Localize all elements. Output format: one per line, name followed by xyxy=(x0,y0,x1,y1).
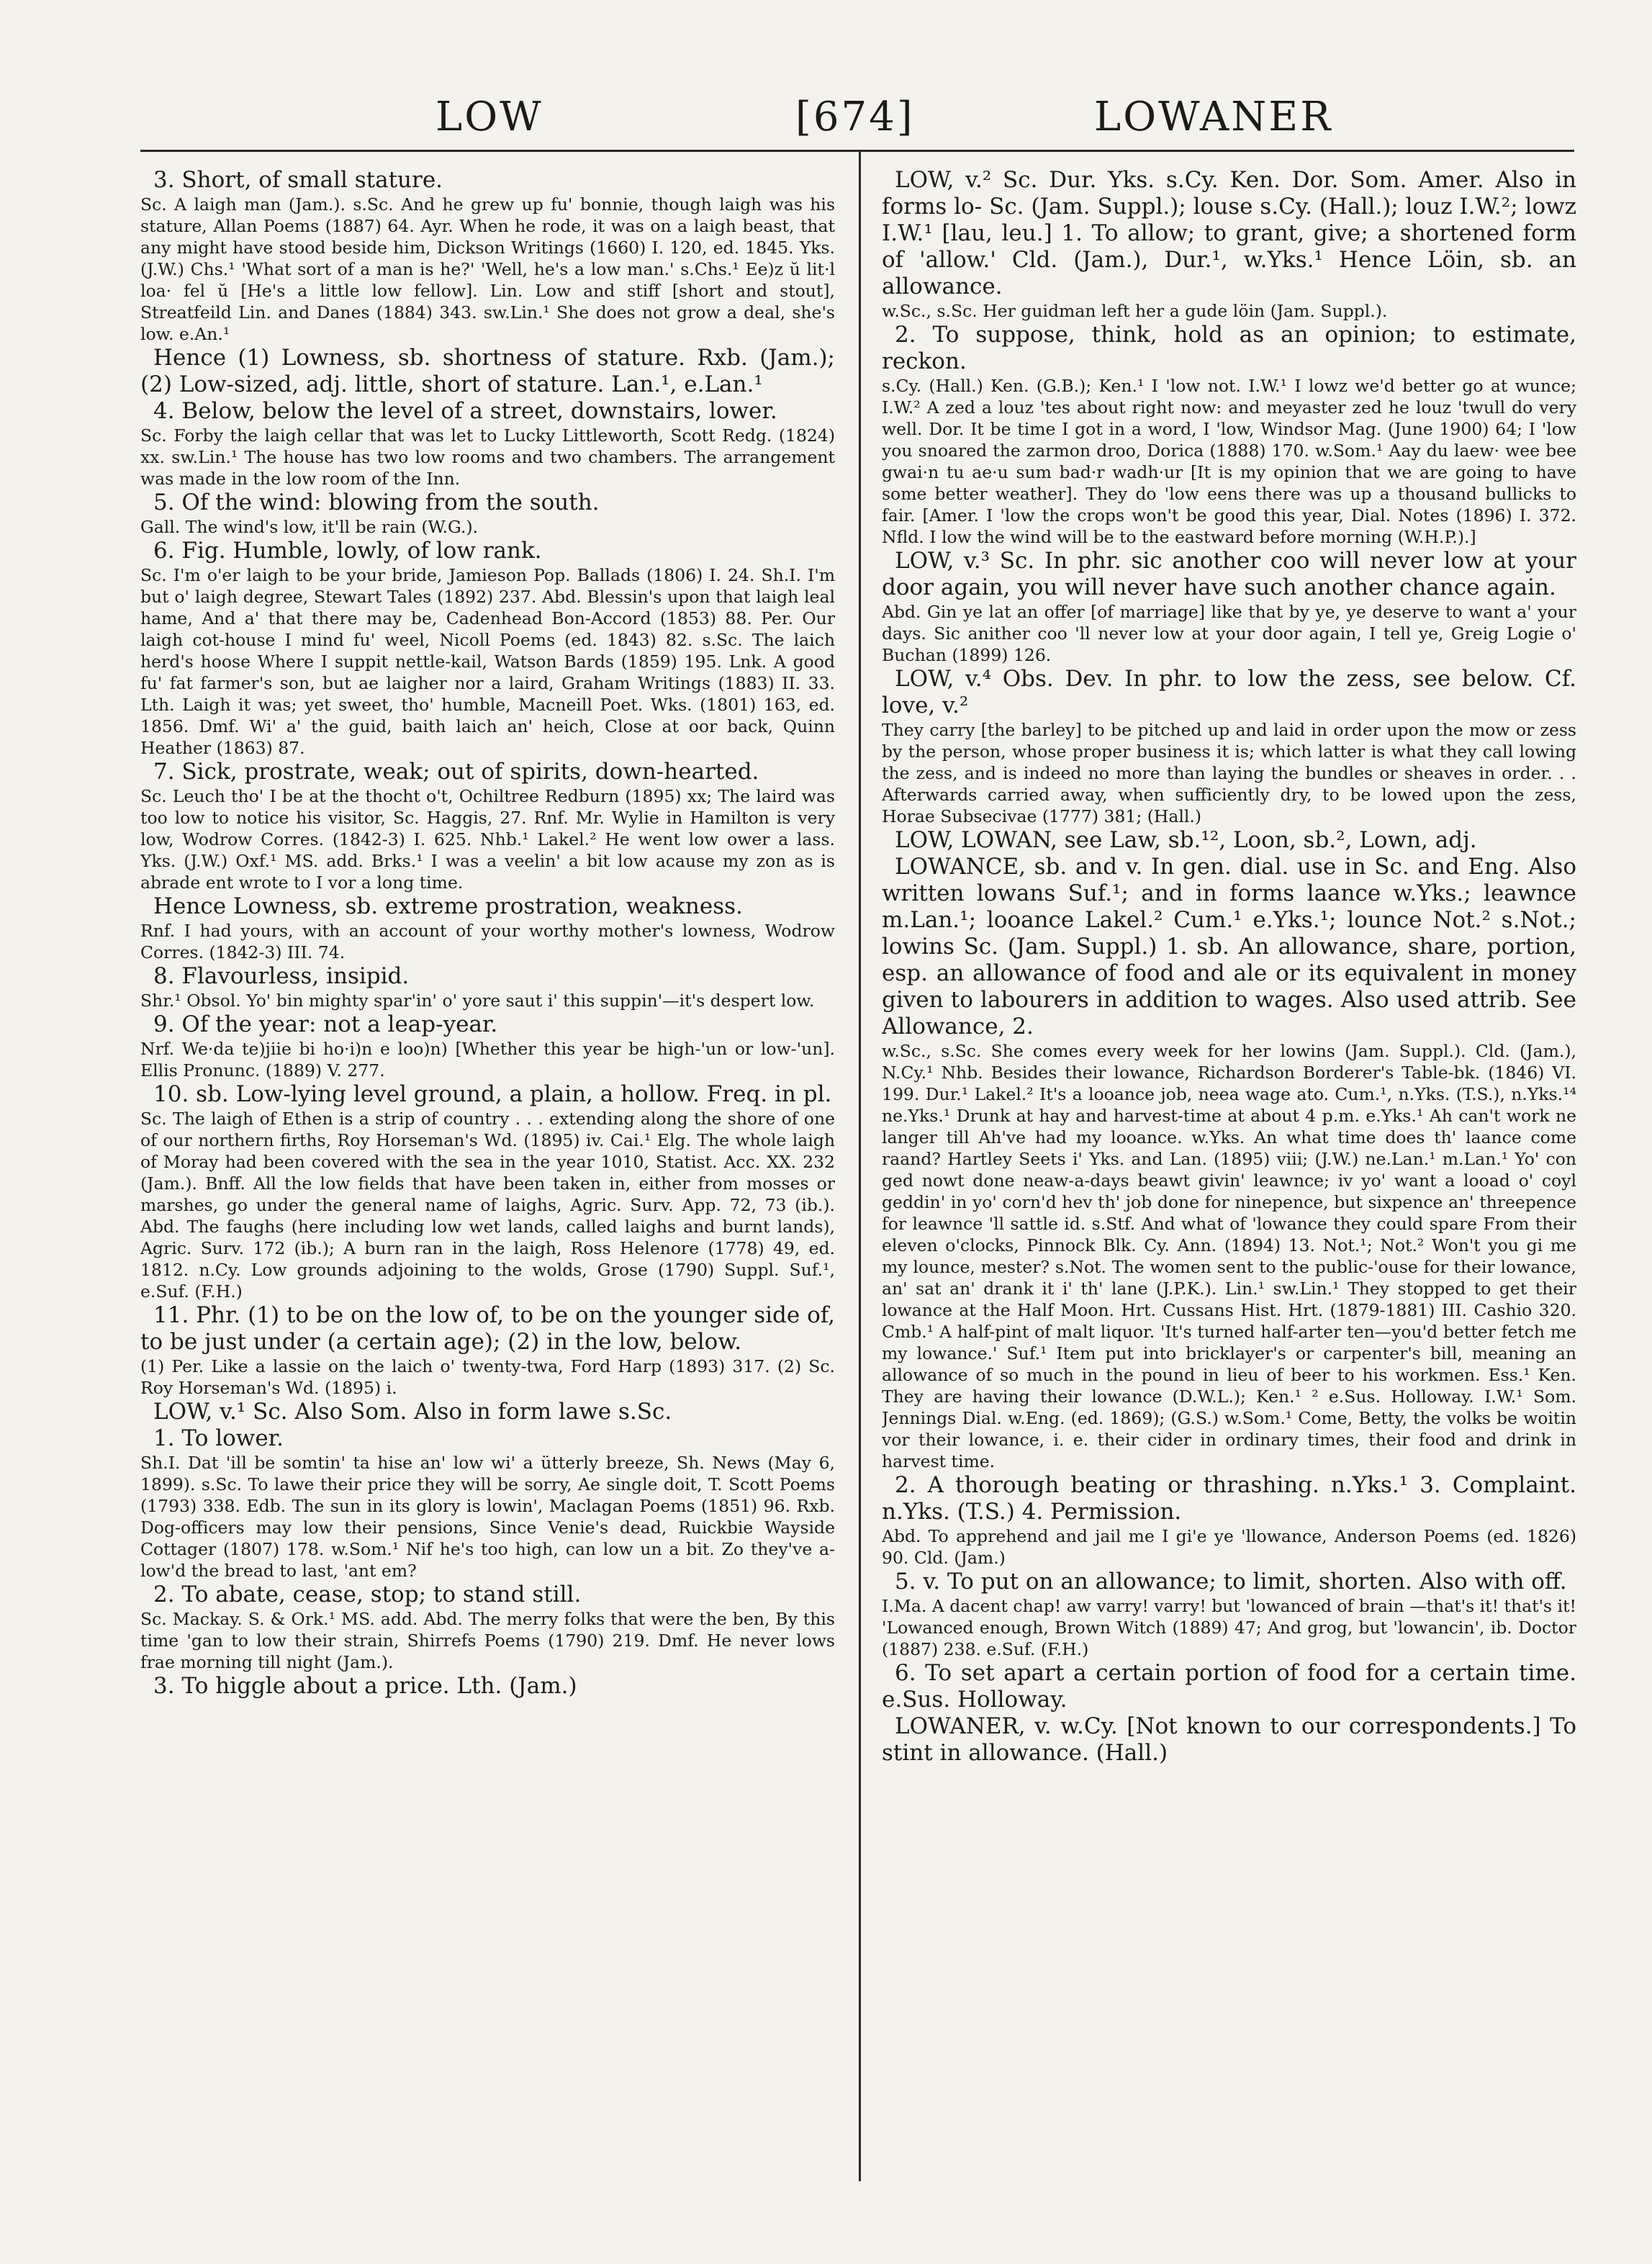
entry-text: 3. Short, of small stature. xyxy=(153,167,443,193)
entry-text: Hence Lowness, sb. extreme prostration, weakness. xyxy=(153,893,743,919)
entry-text: 5. v. To put on an allowance; to limit, shorten. Also with off. xyxy=(895,1569,1567,1595)
citation-text: Gall. The wind's low, it'll be rain (W.G.). xyxy=(140,517,479,537)
right-column xyxy=(882,167,1576,2067)
entry-text: 2. To abate, cease, stop; to stand still. xyxy=(153,1582,582,1607)
entry-text: LOW, v.² Sc. Dur. Yks. s.Cy. Ken. Dor. Som. Amer. Also in forms lo- Sc. (Jam. Suppl.); louse s.Cy. (Hall.); louz I.W.²; lowz I.W.¹ [lau, leu.] 1. To allow; to grant, give; a shortened form of 'allow.' Cld. (Jam.), Dur.¹, w.Yks.¹ Hence Löin, sb. an allowance. xyxy=(882,167,1576,299)
running-head-right: LOWANER xyxy=(1094,94,1333,140)
page-header xyxy=(0,0,1652,173)
citation-text: Sc. A laigh man (Jam.). s.Sc. And he grew up fu' bonnie, though laigh was his stature, Allan Poems (1887) 64. Ayr. When he rode, it was on a laigh beast, that any might have stood beside him, Dickson Writings (1660) I. 120, ed. 1845. Yks. (J.W.) Chs.¹ 'What sort of a man is he?' 'Well, he's a low man.' s.Chs.¹ Ee)z ŭ lit·l loa· fel ŭ [He's a little low fellow]. Lin. Low and stiff [short and stout], Streatfeild Lin. and Danes (1884) 343. sw.Lin.¹ She does not grow a deal, she's low. e.An.¹ xyxy=(140,194,835,344)
citation-text: Sc. The laigh of Ethen is a strip of country . . . extending along the shore of one of our northern firths, Roy Horseman's Wd. (1895) iv. Cai.¹ Elg. The whole laigh of Moray had been covered with the sea in the year 1010, Statist. Acc. XX. 232 (Jam.). Bnff. All the low fields that have been taken in, either from mosses or marshes, go under the general name of laighs, Agric. Surv. App. 72, 73 (ib.). Abd. The faughs (here including low wet lands, called laighs and burnt lands), Agric. Surv. 172 (ib.); A burn ran in the laigh, Ross Helenore (1778) 49, ed. 1812. n.Cy. Low grounds adjoining to the wolds, Grose (1790) Suppl. Suf.¹, e.Suf. (F.H.) xyxy=(140,1109,835,1302)
entry-text: 1. To lower. xyxy=(153,1425,284,1451)
entry-text: Hence (1) Lowness, sb. shortness of stature. Rxb. (Jam.); (2) Low-sized, adj. little, short of stature. Lan.¹, e.Lan.¹ xyxy=(140,345,835,397)
citation-text: Nrf. We·da te)jiie bi ho·i)n e loo)n) [Whether this year be high-'un or low-'un]. Ellis Pronunc. (1889) V. 277. xyxy=(140,1039,835,1081)
citation-text: Abd. To apprehend and jail me I gi'e ye 'llowance, Anderson Poems (ed. 1826) 90. Cld. (Jam.) xyxy=(882,1526,1576,1568)
citation-text: w.Sc., s.Sc. Her guidman left her a gude löin (Jam. Suppl.). xyxy=(882,301,1388,321)
citation-text: Sc. Mackay. S. & Ork.¹ MS. add. Abd. The merry folks that were the ben, By this time 'gan to low their strain, Shirrefs Poems (1790) 219. Dmf. He never lows frae morning till night (Jam.). xyxy=(140,1609,835,1672)
entry-text: LOWANER, v. w.Cy. [Not known to our correspondents.] To stint in allowance. (Hall.) xyxy=(882,1713,1576,1766)
left-column xyxy=(140,167,835,2168)
entry-text: 10. sb. Low-lying level ground, a plain, a hollow. Freq. in pl. xyxy=(153,1081,832,1107)
citation-text: Sh.I. Dat 'ill be somtin' ta hise an' low wi' a ütterly breeze, Sh. News (May 6, 1899). s.Sc. To lawe their price they will be sorry, Ae single doit, T. Scott Poems (1793) 338. Edb. The sun in its glory is lowin', Maclagan Poems (1851) 96. Rxb. Dog-officers may low their pensions, Since Venie's dead, Ruickbie Wayside Cottager (1807) 178. w.Som.¹ Nif he's too high, can low un a bit. Zo they've a-low'd the bread to last, 'ant em? xyxy=(140,1453,835,1581)
entry-text: LOW, v.¹ Sc. Also Som. Also in form lawe s.Sc. xyxy=(153,1399,672,1425)
entry-text: 11. Phr. (1) to be on the low of, to be on the younger side of, to be just under (a certain age); (2) in the low, below. xyxy=(140,1302,835,1355)
citation-text: Sc. I'm o'er laigh to be your bride, Jamieson Pop. Ballads (1806) I. 24. Sh.I. I'm but o' laigh degree, Stewart Tales (1892) 237. Abd. Blessin's upon that laigh leal hame, And a' that there may be, Cadenhead Bon-Accord (1853) 88. Per. Our laigh cot-house I mind fu' weel, Nicoll Poems (ed. 1843) 82. s.Sc. The laich herd's hoose Where I suppit nettle-kail, Watson Bards (1859) 195. Lnk. A good fu' fat farmer's son, but ae laigher nor a laird, Graham Writings (1883) II. 33. Lth. Laigh it was; yet sweet, tho' humble, Macneill Poet. Wks. (1801) 163, ed. 1856. Dmf. Wi' a' the guid, baith laich an' heich, Close at oor back, Quinn Heather (1863) 87. xyxy=(140,565,835,758)
entry-text: LOW, LOWAN, see Law, sb.¹², Loon, sb.², Lown, adj. xyxy=(895,827,1477,853)
entry-text: 3. To higgle about a price. Lth. (Jam.) xyxy=(153,1673,577,1699)
entry-text: 2. To suppose, think, hold as an opinion; to estimate, reckon. xyxy=(882,322,1576,374)
entry-text: 9. Of the year: not a leap-year. xyxy=(153,1011,498,1037)
entry-text: 6. Fig. Humble, lowly, of low rank. xyxy=(153,538,542,564)
entry-text: LOWANCE, sb. and v. In gen. dial. use in Sc. and Eng. Also written lowans Suf.¹; and in forms laance w.Yks.; leawnce m.Lan.¹; looance Lakel.² Cum.¹ e.Yks.¹; lounce Not.² s.Not.; lowins Sc. (Jam. Suppl.) 1. sb. An allowance, share, portion, esp. an allowance of food and ale or its equivalent in money given to labourers in addition to wages. Also used attrib. See Allowance, 2. xyxy=(882,854,1576,1039)
running-head-left: LOW xyxy=(435,94,543,140)
citation-text: Shr.¹ Obsol. Yo' bin mighty spar'in' o' yore saut i' this suppin'—it's despert low. xyxy=(140,991,815,1011)
citation-text: Abd. Gin ye lat an offer [of marriage] like that by ye, ye deserve to want a' your days. Sic anither coo 'll never low at your door again, I tell ye, Greig Logie o' Buchan (1899) 126. xyxy=(882,602,1576,665)
column-divider xyxy=(859,151,861,2181)
citation-text: Sc. Leuch tho' I be at the thocht o't, Ochiltree Redburn (1895) xx; The laird was too low to notice his visitor, Sc. Haggis, 27. Rnf. Mr. Wylie in Hamilton is very low, Wodrow Corres. (1842-3) I. 625. Nhb.¹ Lakel.² He went low ower a lass. Yks. (J.W.) Oxf.¹ MS. add. Brks.¹ I was a veelin' a bit low acause my zon as is abrade ent wrote to I vor a long time. xyxy=(140,786,835,893)
page-number: [674] xyxy=(795,94,915,140)
header-rule xyxy=(140,150,1574,152)
citation-text: s.Cy. (Hall.) Ken. (G.B.); Ken.¹ I 'low not. I.W.¹ I lowz we'd better go at wunce; I.W.² A zed a louz 'tes about right now: and meyaster zed he louz 'twull do very well. Dor. It be time I got in a word, I 'low, Windsor Mag. (June 1900) 64; I 'low you snoared the zarmon droo, Dorica (1888) 170. w.Som.¹ Aay du laew· wee bee gwai·n tu ae·u sum bad·r wadh·ur [It is my opinion that we are going to have some better weather]. They do 'low eens there was up a thousand bullicks to fair. [Amer. I 'low the crops won't be good this year, Dial. Notes (1896) I. 372. Nfld. I low the wind will be to the eastward before morning (W.H.P.).] xyxy=(882,376,1576,547)
entry-text: LOW, v.³ Sc. In phr. sic another coo will never low at your door again, you will never have such another chance again. xyxy=(882,548,1576,600)
citation-text: They carry [the barley] to be pitched up and laid in order upon the mow or zess by the person, whose proper business it is; which latter is what they call lowing the zess, and is indeed no more than laying the bundles or sheaves in order. . . Afterwards carried away, when sufficiently dry, to be lowed upon the zess, Horae Subsecivae (1777) 381; (Hall.) xyxy=(882,720,1576,826)
entry-text: 8. Flavourless, insipid. xyxy=(153,963,410,989)
entry-text: 4. Below, below the level of a street, downstairs, lower. xyxy=(153,398,777,424)
citation-text: (1) Per. Like a lassie on the laich o' twenty-twa, Ford Harp (1893) 317. (2) Sc. Roy Horseman's Wd. (1895) i. xyxy=(140,1356,835,1398)
citation-text: w.Sc., s.Sc. She comes every week for her lowins (Jam. Suppl.). Cld. (Jam.), N.Cy.¹ Nhb. Besides their lowance, Richardson Borderer's Table-bk. (1846) VI. 199. Dur.¹ Lakel.² It's a looance job, neea wage ato. Cum.¹, n.Yks. (T.S.), n.Yks.¹⁴ ne.Yks.¹ Drunk at hay and harvest-time at about 4 p.m. e.Yks.¹ Ah can't work ne langer till Ah've had my looance. w.Yks. An what time does th' laance come raand? Hartley Seets i' Yks. and Lan. (1895) viii; (J.W.) ne.Lan.¹ m.Lan.¹ Yo' con ged nowt done neaw-a-days beawt givin' leawnce; iv yo' want a looad o' coyl geddin' in yo' corn'd hev th' job done for ninepence, but sixpence an' threepence for leawnce 'll sattle id. s.Stf. And what of 'lowance they could spare From their eleven o'clocks, Pinnock Blk. Cy. Ann. (1894) 13. Not.¹; Not.² Won't you gi me my lounce, mester? s.Not. The women sent to the public-'ouse for their lowance, an' sat an' drank it i' th' lane (J.P.K.). Lin.¹ sw.Lin.¹ They stopped to get their lowance at the Half Moon. Hrt. Cussans Hist. Hrt. (1879-1881) III. Cashio 320. Cmb.¹ A half-pint of malt liquor. 'It's turned half-arter ten—you'd better fetch me my lowance.' Suf.¹ Item put into bricklayer's or carpenter's bill, meaning an allowance of so much in the pound in lieu of beer to his workmen. Ess.¹ Ken. They are having their lowance (D.W.L.); Ken.¹ ² e.Sus. Holloway. I.W.¹ Som. Jennings Dial. w.Eng. (ed. 1869); (G.S.) w.Som.¹ Come, Betty, the volks be woitin vor their lowance, i. e. their cider in ordinary times, their food and drink in harvest time. xyxy=(882,1041,1576,1471)
entry-text: 6. To set apart a certain portion of food for a certain time. e.Sus. Holloway. xyxy=(882,1660,1576,1713)
citation-text: Sc. Forby the laigh cellar that was let to Lucky Littleworth, Scott Redg. (1824) xx. sw.Lin.¹ The house has two low rooms and two chambers. The arrangement was made in the low room of the Inn. xyxy=(140,425,835,489)
entry-text: 7. Sick, prostrate, weak; out of spirits, down-hearted. xyxy=(153,759,759,785)
citation-text: I.Ma. A dacent chap! aw varry! varry! but 'lowanced of brain —that's it! that's it! 'Lowanced enough, Brown Witch (1889) 47; And grog, but 'lowancin', ib. Doctor (1887) 238. e.Suf. (F.H.) xyxy=(882,1596,1576,1659)
entry-text: LOW, v.⁴ Obs. Dev. In phr. to low the zess, see below. Cf. love, v.² xyxy=(882,666,1576,718)
entry-text: 2. A thorough beating or thrashing. n.Yks.¹ 3. Complaint. n.Yks. (T.S.) 4. Permission. xyxy=(882,1472,1576,1525)
entry-text: 5. Of the wind: blowing from the south. xyxy=(153,490,600,515)
citation-text: Rnf. I had yours, with an account of your worthy mother's lowness, Wodrow Corres. (1842-3) III. 74. xyxy=(140,921,835,962)
